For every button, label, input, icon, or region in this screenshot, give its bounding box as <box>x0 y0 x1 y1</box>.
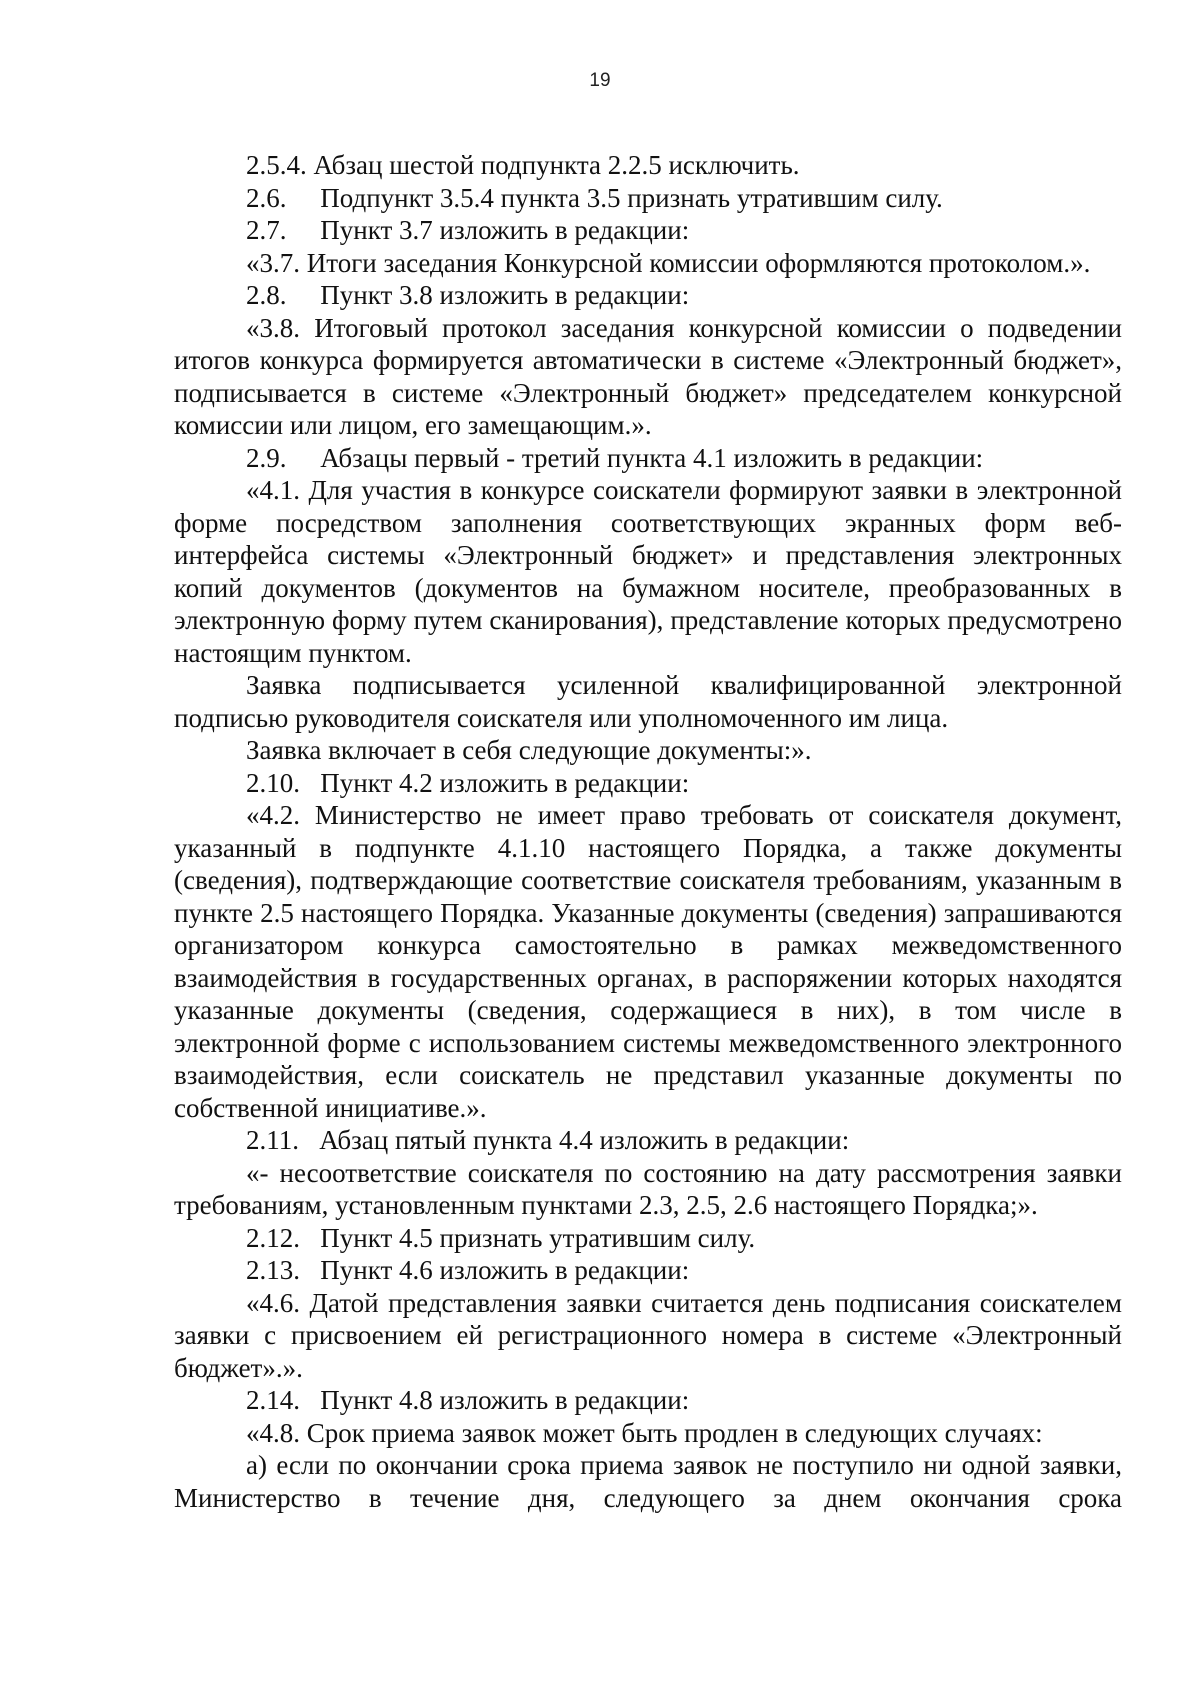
paragraph: «- несоответствие соискателя по состоянию на дату рассмотрения заявки требованиям, установленным пунктами 2.3, 2.5, 2.6 настоящего Порядка;». <box>174 1157 1122 1220</box>
paragraph: а) если по окончании срока приема заявок не поступило ни одной заявки, Министерство в течение дня, следующего за днем окончания срока <box>174 1450 1122 1513</box>
document-body <box>174 149 1122 1514</box>
paragraph: Заявка подписывается усиленной квалифицированной электронной подписью руководителя соискателя или уполномоченного им лица. <box>174 670 1122 733</box>
paragraph: «4.2. Министерство не имеет право требовать от соискателя документ, указанный в подпункте 4.1.10 настоящего Порядка, а также документы (сведения), подтверждающие соответствие соискателя требованиям, указанным в пункте 2.5 настоящего Порядка. Указанные документы (сведения) запрашиваются организатором конкурса самостоятельно в рамках межведомственного взаимодействия в государственных органах, в распоряжении которых находятся указанные документы (сведения, содержащиеся в них), в том числе в электронной форме с использованием системы межведомственного электронного взаимодействия, если соискатель не представил указанные документы по собственной инициативе.». <box>174 800 1122 1123</box>
paragraph: Заявка включает в себя следующие документы:». <box>246 735 812 765</box>
page-number: 19 <box>589 70 611 91</box>
paragraph: 2.7. Пункт 3.7 изложить в редакции: <box>246 215 690 245</box>
paragraph: «4.1. Для участия в конкурсе соискатели формируют заявки в электронной форме посредством заполнения соответствующих экранных форм веб-интерфейса системы «Электронный бюджет» и представления электронных копий документов (документов на бумажном носителе, преобразованных в электронную форму путем сканирования), представление которых предусмотрено настоящим пунктом. <box>174 475 1122 668</box>
paragraph: «3.8. Итоговый протокол заседания конкурсной комиссии о подведении итогов конкурса формируется автоматически в системе «Электронный бюджет», подписывается в системе «Электронный бюджет» председателем конкурсной комиссии или лицом, его замещающим.». <box>174 312 1122 440</box>
paragraph: «4.8. Срок приема заявок может быть продлен в следующих случаях: <box>246 1417 1043 1448</box>
paragraph: 2.13. Пункт 4.6 изложить в редакции: <box>246 1255 690 1285</box>
paragraph: 2.11. Абзац пятый пункта 4.4 изложить в редакции: <box>246 1125 850 1155</box>
paragraph: 2.8. Пункт 3.8 изложить в редакции: <box>246 280 690 310</box>
paragraph: «4.6. Датой представления заявки считается день подписания соискателем заявки с присвоением ей регистрационного номера в системе «Электронный бюджет».». <box>174 1287 1122 1383</box>
paragraph: 2.14. Пункт 4.8 изложить в редакции: <box>246 1385 690 1415</box>
paragraph: 2.9. Абзацы первый - третий пункта 4.1 изложить в редакции: <box>246 442 984 473</box>
paragraph: 2.12. Пункт 4.5 признать утратившим силу. <box>246 1222 756 1253</box>
paragraph: «3.7. Итоги заседания Конкурсной комиссии оформляются протоколом.». <box>246 247 1091 278</box>
paragraph: 2.10. Пункт 4.2 изложить в редакции: <box>246 767 690 798</box>
paragraph: 2.5.4. Абзац шестой подпункта 2.2.5 исключить. <box>246 150 800 180</box>
paragraph: 2.6. Подпункт 3.5.4 пункта 3.5 признать утратившим силу. <box>246 182 943 213</box>
